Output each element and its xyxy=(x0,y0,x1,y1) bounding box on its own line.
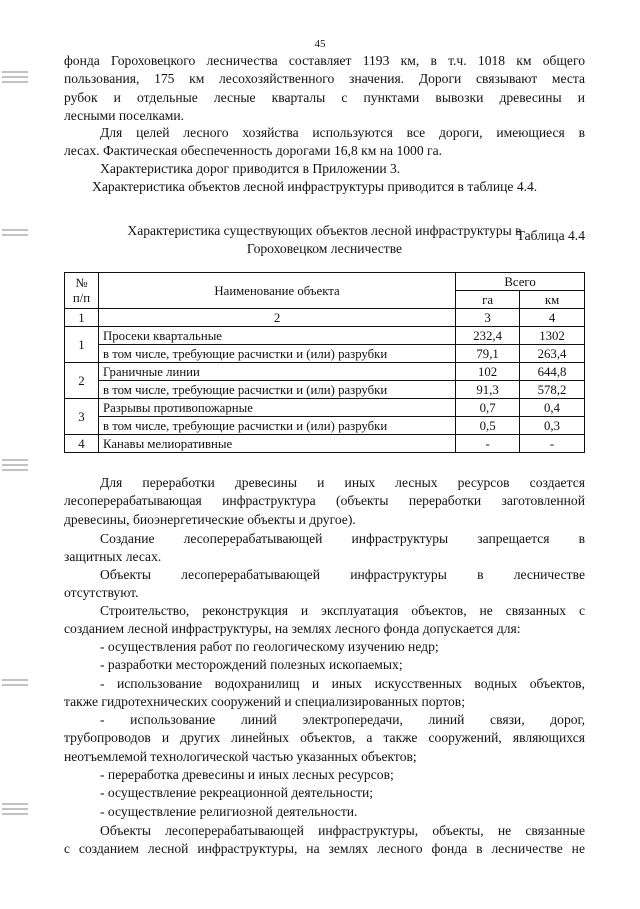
text-line: Для переработки древесины и иных лесных ресурсов создается xyxy=(100,475,585,490)
value-hectares: 79,1 xyxy=(456,345,520,363)
value-kilometers: 644,8 xyxy=(520,363,585,381)
object-name: в том числе, требующие расчистки и (или) разрубки xyxy=(98,381,455,399)
construction-paragraph xyxy=(64,602,585,639)
table-row xyxy=(65,417,585,435)
row-number: 4 xyxy=(65,435,99,453)
allowed-list xyxy=(64,638,585,821)
text-line: пользования, 175 км лесохозяйственного значения. Дороги связывают места xyxy=(64,71,585,87)
value-kilometers: - xyxy=(520,435,585,453)
column-number-row xyxy=(65,309,585,327)
margin-scan-mark xyxy=(2,226,28,239)
text-line: Объекты лесоперерабатывающей инфраструктуры в лесничестве xyxy=(100,567,585,582)
header-hectares: га xyxy=(456,291,520,309)
text-line: Создание лесоперерабатывающей инфраструктуры запрещается в xyxy=(100,531,585,546)
list-item-continuation: также гидротехнических сооружений и специализированных портов; xyxy=(64,693,465,709)
text-line: Характеристика дорог приводится в Приложении 3. xyxy=(100,161,401,176)
table-label: Таблица 4.4 xyxy=(516,228,585,243)
value-hectares: 91,3 xyxy=(456,381,520,399)
list-item: - осуществления работ по геологическому изучению недр; xyxy=(100,639,439,654)
value-hectares: 102 xyxy=(456,363,520,381)
list-item: - переработка древесины и иных лесных ресурсов; xyxy=(100,767,394,783)
value-kilometers: 0,4 xyxy=(520,399,585,417)
list-item-continuation: трубопроводов и других линейных объектов, а также сооружений, являющихся xyxy=(64,730,585,746)
list-item: - использование водохранилищ и иных искусственных водных объектов, xyxy=(100,675,585,691)
text-line: защитных лесах. xyxy=(64,549,162,565)
header-total: Всего xyxy=(456,273,585,291)
text-line: Объекты лесоперерабатывающей инфраструктуры, объекты, не связанные xyxy=(100,823,585,838)
column-number: 2 xyxy=(98,309,455,327)
table-row xyxy=(65,345,585,363)
value-hectares: - xyxy=(456,435,520,453)
table-row xyxy=(65,381,585,399)
object-name: Канавы мелиоративные xyxy=(98,435,455,453)
object-name: Граничные линии xyxy=(98,363,455,381)
list-item: - использование линий электропередачи, линий связи, дорог, xyxy=(100,712,585,728)
row-number: 1 xyxy=(65,327,99,363)
column-number: 1 xyxy=(65,309,99,327)
text-line: отсутствуют. xyxy=(64,585,139,601)
value-hectares: 232,4 xyxy=(456,327,520,345)
table-row xyxy=(65,435,585,453)
value-kilometers: 263,4 xyxy=(520,345,585,363)
value-kilometers: 578,2 xyxy=(520,381,585,399)
row-number: 2 xyxy=(65,363,99,399)
header-object-name: Наименование объекта xyxy=(98,273,455,309)
value-hectares: 0,5 xyxy=(456,417,520,435)
text-line: лесными поселками. xyxy=(64,107,185,123)
table-row xyxy=(65,363,585,381)
infra-table-reference xyxy=(92,178,632,196)
column-number: 3 xyxy=(456,309,520,327)
forbidden-paragraph xyxy=(64,530,585,567)
value-kilometers: 0,3 xyxy=(520,417,585,435)
table-title-line: Гороховецком лесничестве xyxy=(246,241,403,257)
list-item: - разработки месторождений полезных ископаемых; xyxy=(100,657,403,673)
text-line: рубок и отдельные лесные кварталы с пунктами вывозки древесины и xyxy=(64,89,585,105)
text-line: Для целей лесного хозяйства используются все дороги, имеющиеся в xyxy=(100,125,585,140)
text-line: Строительство, реконструкция и эксплуатация объектов, не связанных с xyxy=(100,603,585,618)
text-line: Характеристика объектов лесной инфраструктуры приводится в таблице 4.4. xyxy=(92,179,538,194)
text-line: фонда Гороховецкого лесничества составляет 1193 км, в т.ч. 1018 км общего xyxy=(64,53,585,68)
processing-paragraph xyxy=(64,474,585,529)
margin-scan-mark xyxy=(2,800,28,818)
table-title-line: Характеристика существующих объектов лесной инфраструктуры в xyxy=(127,223,522,238)
value-kilometers: 1302 xyxy=(520,327,585,345)
row-number: 3 xyxy=(65,399,99,435)
page-number: 45 xyxy=(314,38,326,50)
absent-paragraph xyxy=(64,566,585,603)
text-line: с созданием лесной инфраструктуры, на землях лесного фонда в лесничестве не xyxy=(64,841,585,857)
object-name: в том числе, требующие расчистки и (или) разрубки xyxy=(98,417,455,435)
list-item: - осуществление религиозной деятельности. xyxy=(100,803,358,819)
final-paragraph xyxy=(64,822,585,859)
text-line: лесоперерабатывающая инфраструктура (объекты переработки заготовленной xyxy=(64,493,585,509)
margin-scan-mark xyxy=(2,68,28,86)
column-number: 4 xyxy=(520,309,585,327)
value-hectares: 0,7 xyxy=(456,399,520,417)
object-name: Просеки квартальные xyxy=(98,327,455,345)
text-line: древесины, биоэнергетические объекты и другое). xyxy=(64,511,356,527)
header-number: № п/п xyxy=(65,273,99,309)
roads-appendix-line xyxy=(64,160,585,178)
table-title xyxy=(64,222,585,259)
intro-paragraph xyxy=(64,52,585,125)
object-name: в том числе, требующие расчистки и (или) разрубки xyxy=(98,345,455,363)
text-line: созданием лесной инфраструктуры, на землях лесного фонда допускается для: xyxy=(64,621,521,637)
text-line: лесах. Фактическая обеспеченность дорогами 16,8 км на 1000 га. xyxy=(64,143,443,159)
header-kilometers: км xyxy=(520,291,585,309)
margin-scan-mark xyxy=(2,676,28,689)
list-item-continuation: неотъемлемой технологической частью указанных объектов; xyxy=(64,748,417,764)
table-row xyxy=(65,399,585,417)
list-item: - осуществление рекреационной деятельности; xyxy=(100,785,373,801)
roads-paragraph xyxy=(64,124,585,161)
table-row xyxy=(65,327,585,345)
infrastructure-table xyxy=(64,272,585,453)
margin-scan-mark xyxy=(2,456,28,474)
object-name: Разрывы противопожарные xyxy=(98,399,455,417)
